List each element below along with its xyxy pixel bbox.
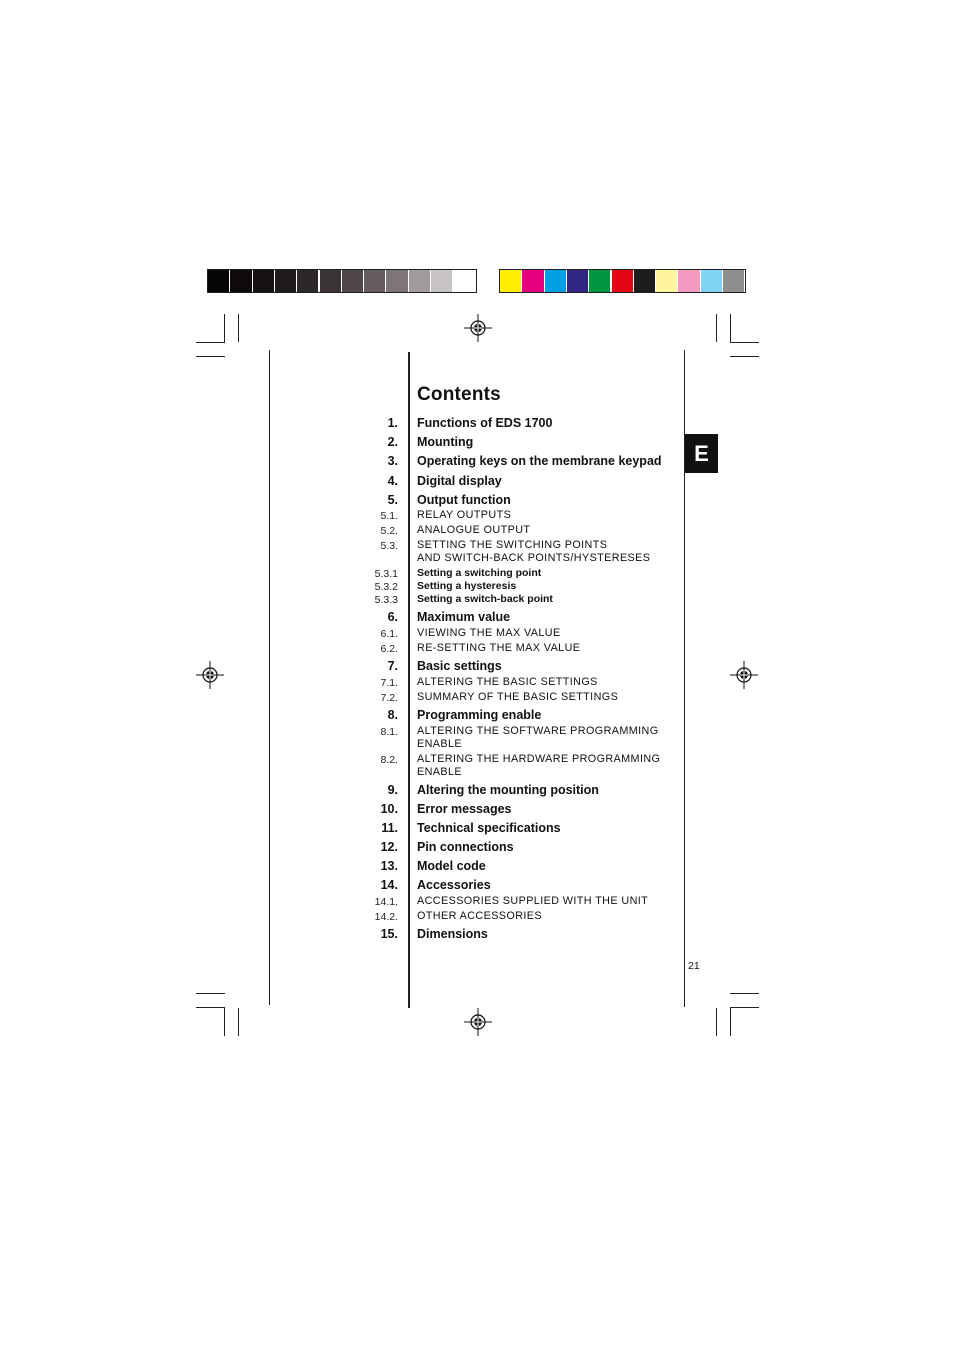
toc-entry-number: 11. bbox=[381, 821, 398, 835]
toc-entry-title-continued: ENABLE bbox=[417, 766, 463, 778]
color-swatch bbox=[723, 270, 745, 292]
toc-entry-title: Setting a switching point bbox=[417, 567, 542, 579]
toc-entry-title-continued: AND SWITCH-BACK POINTS/HYSTERESES bbox=[417, 552, 651, 564]
toc-entry-title: OTHER ACCESSORIES bbox=[417, 910, 542, 922]
toc-entry-title-continued: ENABLE bbox=[417, 738, 463, 750]
toc-entry-number: 1. bbox=[387, 416, 398, 430]
toc-entry-title: SETTING THE SWITCHING POINTS bbox=[417, 539, 608, 551]
toc-entry-number: 7. bbox=[387, 659, 398, 673]
toc-entry-title: Setting a switch-back point bbox=[417, 593, 553, 605]
toc-entry-title: Mounting bbox=[417, 435, 474, 449]
toc-entry-number: 5.3.3 bbox=[374, 594, 398, 606]
gray-swatch bbox=[253, 270, 275, 292]
toc-entry-number: 7.1. bbox=[380, 677, 398, 689]
toc-entry-title: RE-SETTING THE MAX VALUE bbox=[417, 642, 581, 654]
toc-entry-number: 7.2. bbox=[380, 692, 398, 704]
toc-entry-title: Maximum value bbox=[417, 610, 511, 624]
color-swatch bbox=[545, 270, 567, 292]
page-number: 21 bbox=[688, 960, 700, 972]
toc-entry-title: Accessories bbox=[417, 878, 491, 892]
toc-entry-title: Operating keys on the membrane keypad bbox=[417, 454, 662, 468]
toc-entry-number: 4. bbox=[387, 474, 398, 488]
toc-entry-number: 8. bbox=[387, 708, 398, 722]
gray-swatch bbox=[409, 270, 431, 292]
color-swatch bbox=[701, 270, 723, 292]
toc-entry-number: 13. bbox=[380, 859, 398, 873]
toc-entry-number: 14. bbox=[380, 878, 398, 892]
registration-mark-icon bbox=[730, 661, 758, 689]
color-swatch bbox=[612, 270, 634, 292]
toc-entry-title: Functions of EDS 1700 bbox=[417, 416, 553, 430]
toc-entry-number: 2. bbox=[387, 435, 398, 449]
toc-entry-number: 14.1. bbox=[374, 896, 398, 908]
toc-entry-title: Programming enable bbox=[417, 708, 542, 722]
toc-entry-title: Output function bbox=[417, 493, 511, 507]
toc-entry-number: 3. bbox=[387, 454, 398, 468]
toc-entry-number: 6.2. bbox=[380, 643, 398, 655]
toc-entry-title: Altering the mounting position bbox=[417, 783, 599, 797]
toc-entry-number: 8.1. bbox=[380, 726, 398, 738]
gray-swatch bbox=[431, 270, 453, 292]
registration-mark-icon bbox=[464, 1008, 492, 1036]
gray-swatch bbox=[320, 270, 342, 292]
gray-swatch bbox=[342, 270, 364, 292]
toc-entry-title: Basic settings bbox=[417, 659, 502, 673]
toc-entry-title: ACCESSORIES SUPPLIED WITH THE UNIT bbox=[417, 895, 649, 907]
toc-entry-number: 5. bbox=[387, 493, 398, 507]
toc-entry-title: Technical specifications bbox=[417, 821, 561, 835]
color-swatch bbox=[522, 270, 544, 292]
toc-entry-number: 6. bbox=[387, 610, 398, 624]
toc-entry-number: 5.1. bbox=[380, 510, 398, 522]
gray-swatch bbox=[208, 270, 230, 292]
toc-entry-title: VIEWING THE MAX VALUE bbox=[417, 627, 561, 639]
page-left-trim-line bbox=[269, 350, 270, 1005]
gray-swatch bbox=[297, 270, 319, 292]
toc-entry-title: ALTERING THE BASIC SETTINGS bbox=[417, 676, 598, 688]
contents-column-rule bbox=[408, 352, 410, 1008]
toc-entry-title: Error messages bbox=[417, 802, 512, 816]
toc-entry-title: Model code bbox=[417, 859, 486, 873]
page-title: Contents bbox=[417, 384, 501, 405]
toc-entry-number: 12. bbox=[380, 840, 398, 854]
color-swatch bbox=[589, 270, 611, 292]
toc-entry-title: Digital display bbox=[417, 474, 502, 488]
gray-swatch bbox=[453, 270, 475, 292]
toc-entry-title: Pin connections bbox=[417, 840, 514, 854]
toc-entry-number: 9. bbox=[387, 783, 398, 797]
toc-entry-title: RELAY OUTPUTS bbox=[417, 509, 512, 521]
color-swatch bbox=[678, 270, 700, 292]
color-swatch bbox=[634, 270, 656, 292]
gray-swatch bbox=[230, 270, 252, 292]
gray-swatch bbox=[364, 270, 386, 292]
toc-entry-title: ALTERING THE HARDWARE PROGRAMMING bbox=[417, 753, 661, 765]
toc-entry-title: SUMMARY OF THE BASIC SETTINGS bbox=[417, 691, 619, 703]
toc-entry-number: 5.2. bbox=[380, 525, 398, 537]
registration-mark-icon bbox=[196, 661, 224, 689]
language-tab: E bbox=[685, 434, 718, 473]
gray-swatch bbox=[275, 270, 297, 292]
toc-entry-title: Dimensions bbox=[417, 927, 488, 941]
color-swatch bbox=[656, 270, 678, 292]
color-swatch bbox=[567, 270, 589, 292]
toc-entry-title: Setting a hysteresis bbox=[417, 580, 517, 592]
toc-entry-number: 15. bbox=[380, 927, 398, 941]
toc-entry-number: 6.1. bbox=[380, 628, 398, 640]
registration-mark-icon bbox=[464, 314, 492, 342]
toc-entry-number: 5.3.2 bbox=[374, 581, 398, 593]
toc-entry-number: 10. bbox=[380, 802, 398, 816]
gray-swatch bbox=[386, 270, 408, 292]
toc-entry-number: 8.2. bbox=[380, 754, 398, 766]
toc-entry-number: 5.3.1 bbox=[374, 568, 398, 580]
toc-entry-number: 14.2. bbox=[374, 911, 398, 923]
toc-entry-title: ALTERING THE SOFTWARE PROGRAMMING bbox=[417, 725, 659, 737]
toc-entry-number: 5.3. bbox=[380, 540, 398, 552]
toc-entry-title: ANALOGUE OUTPUT bbox=[417, 524, 531, 536]
color-swatch bbox=[500, 270, 522, 292]
